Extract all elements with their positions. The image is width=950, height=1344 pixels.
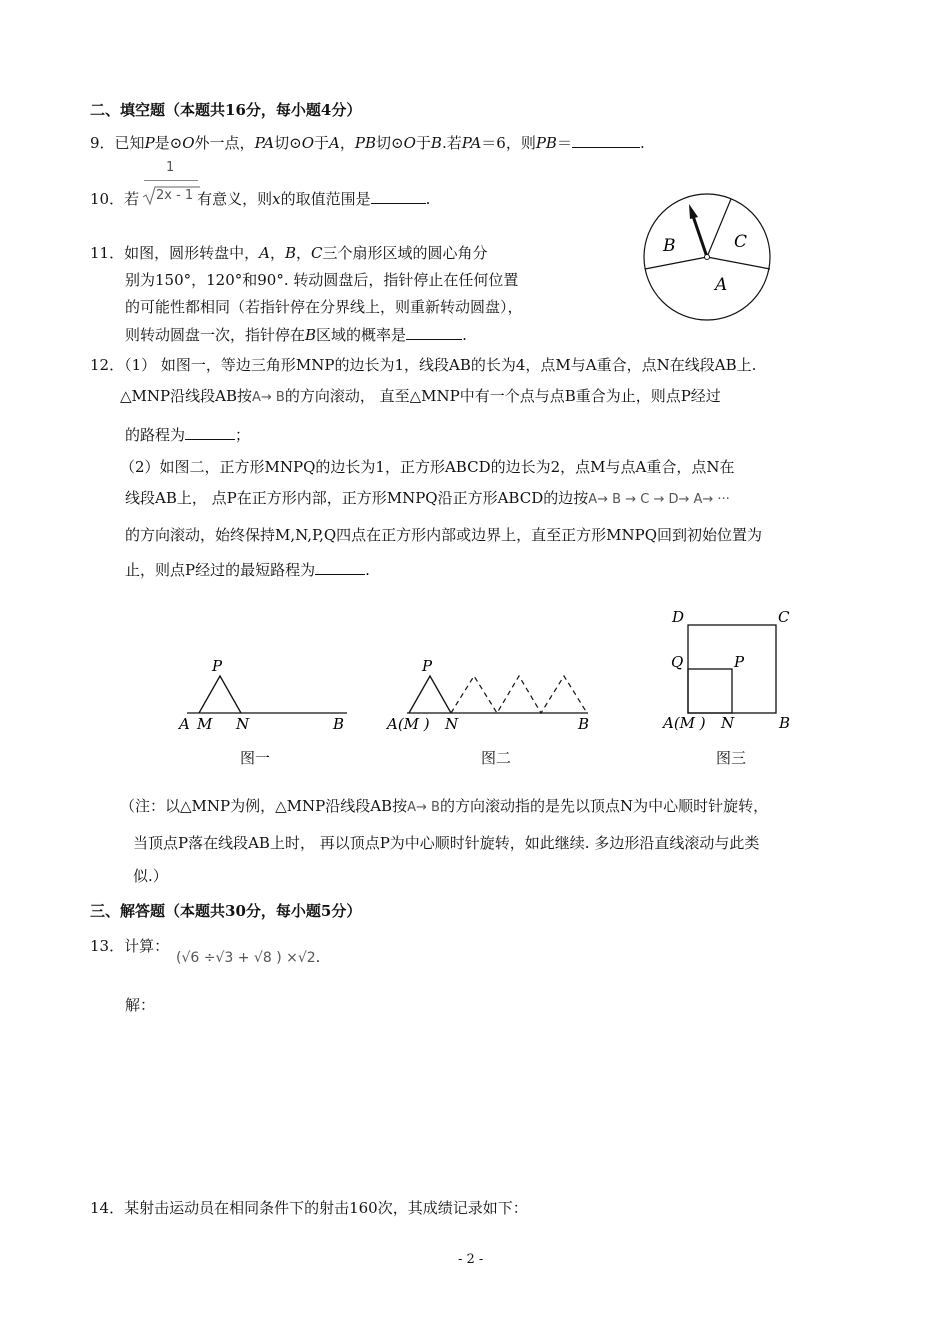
question-12-line-3: 的路程为 ； (125, 426, 251, 444)
spinner-pointer (693, 216, 707, 257)
svg-text:P: P (422, 657, 433, 675)
svg-text:B: B (779, 714, 791, 732)
question-13-expression: (√6 ÷√3 + √8 ) ×√2. (176, 950, 321, 966)
svg-text:P: P (212, 657, 223, 675)
figure-2 (385, 655, 595, 740)
answer-blank[interactable] (572, 132, 640, 148)
figure-1 (175, 655, 355, 740)
figure-3 (660, 603, 800, 738)
section-3-title: 三、解答题（本题共30分，每小题5分） (90, 902, 362, 920)
question-12-line-2: △MNP沿线段AB按A→ B的方向滚动， 直至△MNP中有一个点与点B重合为止，则点P经过 (120, 387, 721, 405)
svg-text:M: M (197, 715, 213, 733)
triangle-mnp (199, 676, 241, 713)
svg-text:B: B (578, 715, 590, 733)
question-9: 9．已知P是⊙O外一点，PA切⊙O于A，PB切⊙O于B.若PA＝6，则PB＝ . (90, 134, 645, 152)
spinner-divider (645, 257, 707, 269)
spinner-divider (707, 257, 770, 269)
spinner-figure (640, 190, 776, 326)
svg-text:B: B (333, 715, 345, 733)
svg-text:D: D (672, 608, 685, 626)
answer-blank[interactable] (315, 559, 365, 575)
question-12-line-6: 的方向滚动，始终保持M,N,P,Q四点在正方形内部或边界上，直至正方形MNPQ回到初始位置为 (125, 526, 763, 544)
question-12-line-4: （2）如图二，正方形MNPQ的边长为1，正方形ABCD的边长为2，点M与点A重合，点N在 (120, 458, 735, 476)
question-11-line-4: 则转动圆盘一次，指针停在B区域的概率是 . (125, 326, 467, 344)
svg-text:Q: Q (671, 653, 684, 671)
figure-3-caption: 图三 (716, 749, 747, 767)
figure-2-caption: 图二 (481, 749, 512, 767)
triangle-mnp (409, 676, 451, 713)
spinner-center (705, 255, 710, 260)
question-14: 14．某射击运动员在相同条件下的射击160次，其成绩记录如下： (90, 1199, 528, 1217)
question-12-line-7: 止，则点P经过的最短路程为 . (125, 561, 370, 579)
fraction-expression: 1 2x - 1 (140, 160, 200, 210)
pointer-arrow-icon (689, 204, 698, 219)
figure-1-caption: 图一 (240, 749, 271, 767)
spinner-divider (707, 199, 731, 257)
svg-text:A(M ): A(M ) (387, 715, 430, 733)
question-12-line-1: 12．（1） 如图一，等边三角形MNP的边长为1，线段AB的长为4，点M与A重合，点N在线段AB上. (90, 356, 757, 374)
note-line-2: 当顶点P落在线段AB上时， 再以顶点P为中心顺时针旋转，如此继续. 多边形沿直线滚动与此类 (133, 834, 760, 852)
square-mnpq (688, 669, 732, 713)
svg-text:N: N (721, 714, 735, 732)
svg-text:A(M ): A(M ) (663, 714, 706, 732)
question-11-line-3: 的可能性都相同（若指针停在分界线上，则重新转动圆盘）， (125, 298, 523, 316)
note-line-1: （注：以△MNP为例，△MNP沿线段AB按A→ B的方向滚动指的是先以顶点N为中心顺时针旋转， (120, 797, 769, 815)
svg-text:N: N (445, 715, 459, 733)
question-13-solution-label: 解： (125, 996, 156, 1014)
answer-blank[interactable] (406, 324, 462, 340)
rolling-path (451, 676, 587, 713)
answer-blank[interactable] (371, 188, 426, 204)
question-12-line-5: 线段AB上， 点P在正方形内部，正方形MNPQ沿正方形ABCD的边按A→ B → C → D→ A→ ··· (125, 489, 730, 507)
svg-text:C: C (778, 608, 790, 626)
note-line-3: 似.） (133, 867, 168, 885)
svg-text:P: P (734, 653, 745, 671)
spinner-label-b: B (663, 236, 676, 256)
question-10: 10．若 有意义，则x的取值范围是 . (90, 190, 431, 208)
section-2-title: 二、填空题（本题共16分，每小题4分） (90, 101, 362, 119)
svg-text:A: A (179, 715, 190, 733)
spinner-label-c: C (734, 232, 748, 252)
question-13: 13．计算： (90, 937, 170, 955)
spinner-label-a: A (715, 275, 728, 295)
answer-blank[interactable] (185, 424, 235, 440)
page-number: - 2 - (458, 1252, 484, 1267)
fraction-bar (144, 180, 198, 181)
question-9-number: 9． (90, 134, 115, 152)
question-11-line-2: 别为150°，120°和90°. 转动圆盘后，指针停止在任何位置 (125, 271, 519, 289)
svg-text:N: N (236, 715, 250, 733)
question-11-line-1: 11．如图，圆形转盘中，A，B，C三个扇形区域的圆心角分 (90, 244, 488, 262)
